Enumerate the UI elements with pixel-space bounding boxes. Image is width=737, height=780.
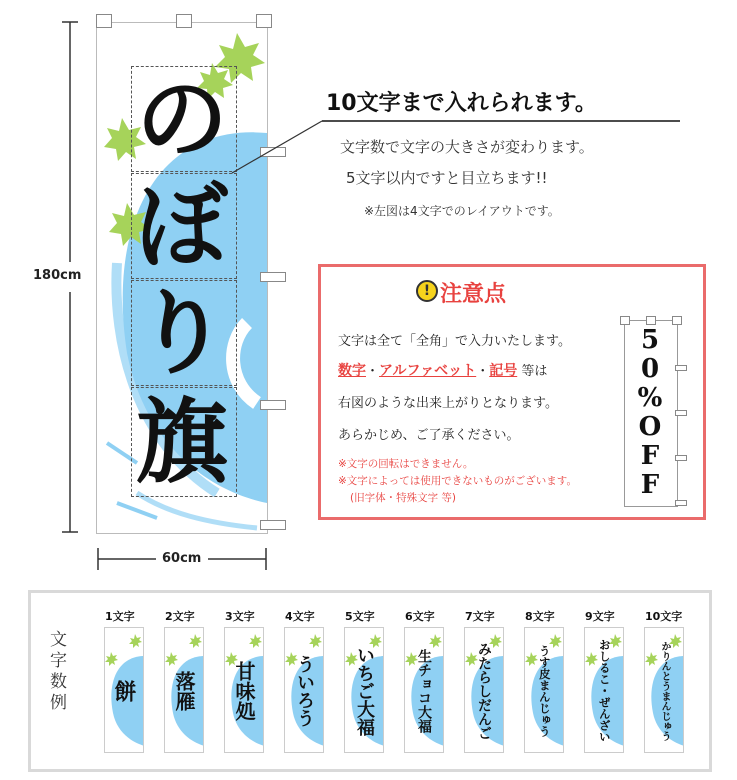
example-banner [224,627,264,753]
example-banner [104,627,144,753]
highlight-symbols: 記号 [489,363,518,379]
highlight-numbers: 数字 [338,363,366,379]
caution-line: 文字は全て「全角」で入力いたします。 [338,334,571,349]
example-banner-text: うす皮まんじゅう [537,645,552,737]
example-count-label: 10文字 [645,610,683,623]
example-banner-text: 甘味処 [232,661,256,721]
example-banner [284,627,324,753]
example-banner-text: 生チョコ大福 [416,649,432,733]
banner-ring [675,410,687,416]
banner-ring [260,272,286,282]
example-banner-text: ういろう [294,655,315,727]
banner-hook [672,316,682,325]
example-banner-text: いちご大福 [354,646,375,736]
info-line: 5文字以内ですと目立ちます!! [346,169,548,187]
separator: ・ [366,364,380,379]
separator: ・ [476,364,490,379]
example-count-label: 2文字 [165,610,195,623]
off-char: % [637,383,663,413]
caution-line: あらかじめ、ご了承ください。 [338,428,520,443]
off-char: 0 [640,354,660,384]
width-label: 60cm [162,551,202,566]
banner-ring [260,520,286,530]
caution-note: (旧字体・特殊文字 等) [350,492,457,504]
off-char: F [640,441,660,471]
example-banner [524,627,564,753]
off-char: 5 [640,325,660,355]
example-count-label: 1文字 [105,610,135,623]
banner-hook [96,14,112,28]
banner-char: り [135,279,228,387]
off-char: O [638,412,662,442]
info-line: 文字数で文字の大きさが変わります。 [340,138,594,156]
example-count-label: 5文字 [345,610,375,623]
banner-hook [176,14,192,28]
off-char: F [640,470,660,500]
example-banner [164,627,204,753]
example-count-label: 8文字 [525,610,555,623]
example-banner-text: 落雁 [172,671,196,711]
example-count-label: 4文字 [285,610,315,623]
example-count-label: 9文字 [585,610,615,623]
example-banner-text: 餅 [111,680,137,702]
example-count-label: 3文字 [225,610,255,623]
banner-hook [646,316,656,325]
info-heading: 10文字まで入れられます。 [326,91,597,116]
caution-note: ※文字によっては使用できないものがございます。 [338,475,577,487]
banner-char: 旗 [135,388,228,496]
example-banner [644,627,684,753]
banner-char: ぼ [135,172,228,280]
banner-ring [675,500,687,506]
info-note: ※左図は4文字でのレイアウトです。 [364,204,560,218]
example-banner [464,627,504,753]
caution-line-tail: 等は [517,364,548,379]
example-count-label: 7文字 [465,610,495,623]
caution-line: 右図のような出来上がりとなります。 [338,396,558,411]
example-banner-text: おしるこ・ぜんざい [597,639,612,743]
caution-line-highlight [338,360,547,380]
caution-note: ※文字の回転はできません。 [338,458,474,470]
banner-hook [620,316,630,325]
example-banner-text: かりんとうまんじゅう [659,641,670,741]
example-banner-text: みたらしだんご [476,642,492,740]
banner-ring [675,455,687,461]
banner-ring [260,400,286,410]
example-banner [584,627,624,753]
caution-title: 注意点 [440,282,507,307]
banner-ring [675,365,687,371]
example-count-label: 6文字 [405,610,435,623]
height-label: 180cm [33,268,82,283]
banner-hook [256,14,272,28]
banner-char: の [135,65,228,173]
highlight-alphabet: アルファベット [379,363,477,379]
example-banner [344,627,384,753]
example-banner [404,627,444,753]
examples-side-label: 文字数例 [46,630,66,714]
warning-icon: ! [416,280,438,302]
